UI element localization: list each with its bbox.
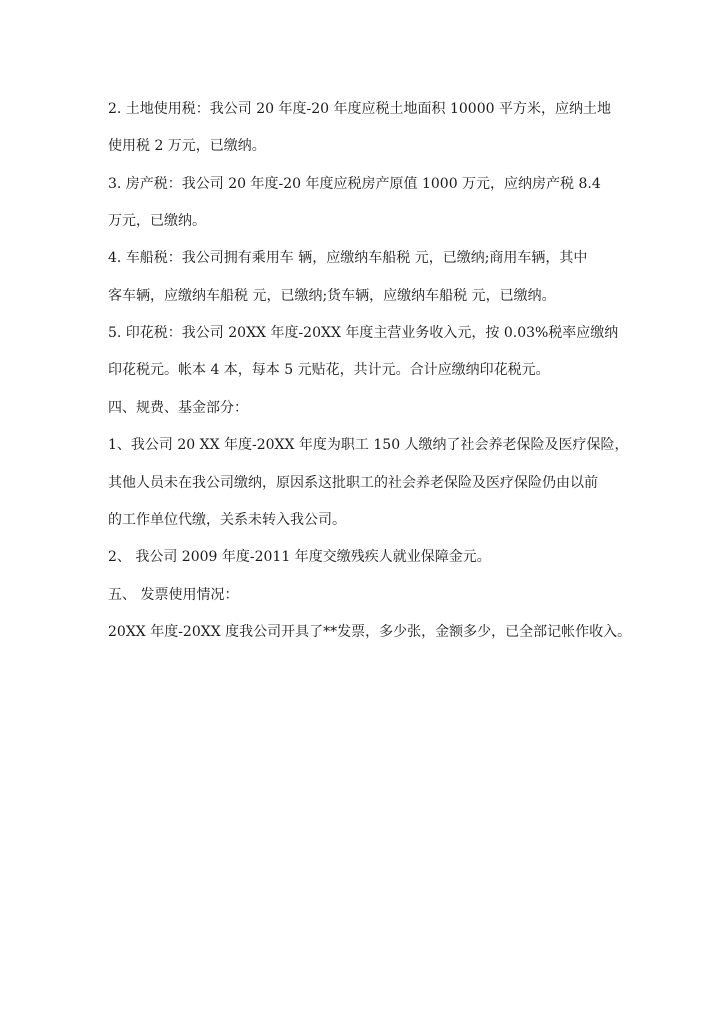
paragraph-disability-fund: 2、 我公司 2009 年度-2011 年度交缴残疾人就业保障金元。 [108,549,491,565]
section-heading-invoice-usage: 五、 发票使用情况： [108,587,239,603]
paragraph-vehicle-tax-line-1: 4. 车船税：我公司拥有乘用车 辆，应缴纳车船税 元，已缴纳;商用车辆，其中 [108,250,588,266]
paragraph-social-insurance-line-1: 1、我公司 20 XX 年度-20XX 年度为职工 150 人缴纳了社会养老保险及医疗保险， [108,437,629,453]
paragraph-land-use-tax-line-2: 使用税 2 万元，已缴纳。 [108,138,266,154]
paragraph-property-tax-line-1: 3. 房产税：我公司 20 年度-20 年度应税房产原值 1000 万元，应纳房产税 8.4 [108,176,601,192]
paragraph-property-tax-line-2: 万元，已缴纳。 [108,213,206,229]
paragraph-social-insurance-line-3: 的工作单位代缴，关系未转入我公司。 [108,512,346,528]
paragraph-stamp-tax-line-1: 5. 印花税：我公司 20XX 年度-20XX 年度主营业务收入元，按 0.03%税率应缴纳 [108,325,619,341]
paragraph-social-insurance-line-2: 其他人员未在我公司缴纳，原因系这批职工的社会养老保险及医疗保险仍由以前 [108,475,598,491]
paragraph-vehicle-tax-line-2: 客车辆，应缴纳车船税 元，已缴纳;货车辆，应缴纳车船税 元，已缴纳。 [108,288,556,304]
paragraph-invoice-usage: 20XX 年度-20XX 度我公司开具了**发票，多少张，金额多少，已全部记帐作收入。 [108,624,632,640]
section-heading-fees-funds: 四、规费、基金部分： [108,400,248,416]
paragraph-land-use-tax-line-1: 2. 土地使用税：我公司 20 年度-20 年度应税土地面积 10000 平方米，应纳土地 [108,101,611,117]
paragraph-stamp-tax-line-2: 印花税元。帐本 4 本，每本 5 元贴花，共计元。合计应缴纳印花税元。 [108,362,550,378]
